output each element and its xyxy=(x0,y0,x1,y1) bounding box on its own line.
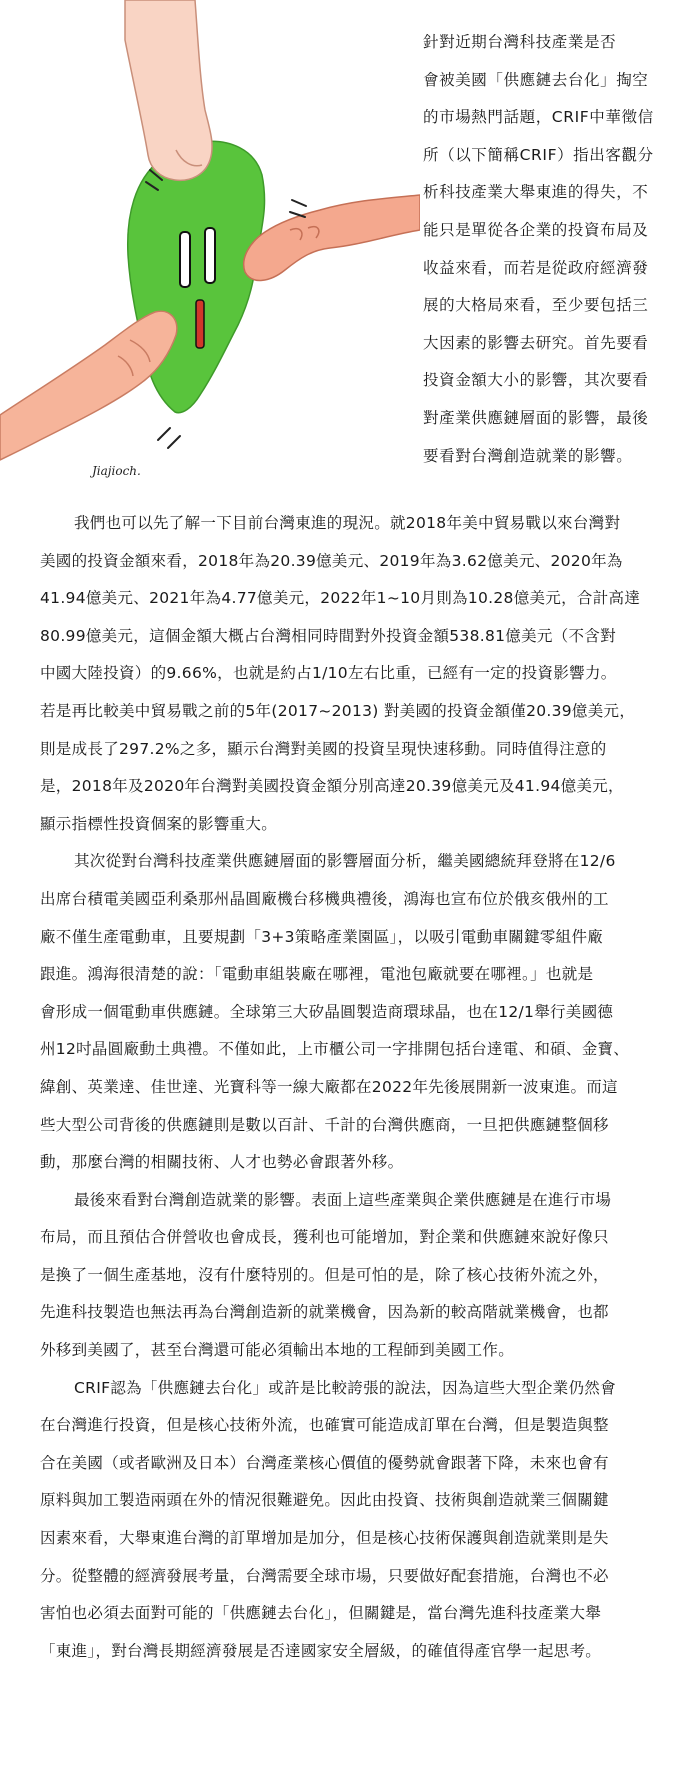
paragraph-line: 跟進。鴻海很清楚的說：「電動車組裝廠在哪裡，電池包廠就要在哪裡。」也就是 xyxy=(40,965,594,984)
taiwan-island-illustration xyxy=(0,0,420,495)
island-right-eye xyxy=(205,228,215,283)
article-paragraph xyxy=(40,1370,665,1671)
intro-line: 能只是單從各企業的投資布局及 xyxy=(423,220,649,239)
paragraph-line: 些大型公司背後的供應鏈則是數以百計、千計的台灣供應商，一旦把供應鏈整個移 xyxy=(40,1115,609,1134)
paragraph-line: 則是成長了297.2%之多，顯示台灣對美國的投資呈現快速移動。同時值得注意的 xyxy=(40,739,607,758)
paragraph-line: 分。從整體的經濟發展考量，台灣需要全球市場，只要做好配套措施，台灣也不必 xyxy=(40,1566,609,1585)
article-body xyxy=(40,505,665,1670)
paragraph-line: 是，2018年及2020年台灣對美國投資金額分別高達20.39億美元及41.94億美元， xyxy=(40,777,624,796)
paragraph-line: 布局，而且預估合併營收也會成長，獲利也可能增加，對企業和供應鏈來說好像只 xyxy=(40,1228,609,1247)
island-mouth xyxy=(196,300,204,348)
paragraph-line: 緯創、英業達、佳世達、光寶科等一線大廠都在2022年先後展開新一波東進。而這 xyxy=(40,1077,618,1096)
article-paragraph xyxy=(40,505,665,843)
paragraph-line: 州12吋晶圓廠動土典禮。不僅如此，上市櫃公司一字排開包括台達電、和碩、金寶、 xyxy=(40,1040,630,1059)
intro-line: 所（以下簡稱CRIF）指出客觀分 xyxy=(423,145,654,164)
paragraph-line: 原料與加工製造兩頭在外的情況很難避免。因此由投資、技術與創造就業三個關鍵 xyxy=(40,1491,609,1510)
intro-line: 投資金額大小的影響，其次要看 xyxy=(423,371,649,390)
article-paragraph xyxy=(40,843,665,1181)
intro-line: 對產業供應鏈層面的影響，最後 xyxy=(423,408,649,427)
paragraph-line: 我們也可以先了解一下目前台灣東進的現況。就2018年美中貿易戰以來台灣對 xyxy=(74,514,621,532)
paragraph-line: 是換了一個生產基地，沒有什麼特別的。但是可怕的是，除了核心技術外流之外， xyxy=(40,1265,609,1284)
paragraph-line: 出席台積電美國亞利桑那州晶圓廠機台移機典禮後，鴻海也宣布位於俄亥俄州的工 xyxy=(40,889,609,908)
paragraph-line: 在台灣進行投資，但是核心技術外流，也確實可能造成訂單在台灣，但是製造與整 xyxy=(40,1416,609,1435)
paragraph-line: 其次從對台灣科技產業供應鏈層面的影響層面分析，繼美國總統拜登將在12/6 xyxy=(74,852,616,871)
paragraph-line: 41.94億美元、2021年為4.77億美元，2022年1~10月則為10.28億美元，合計高達 xyxy=(40,589,641,608)
paragraph-line: 會形成一個電動車供應鏈。全球第三大矽晶圓製造商環球晶，也在12/1舉行美國德 xyxy=(40,1002,614,1021)
intro-line: 針對近期台灣科技產業是否 xyxy=(423,33,617,51)
paragraph-line: 80.99億美元，這個金額大概占台灣相同時間對外投資金額538.81億美元（不含對 xyxy=(40,626,616,645)
right-hand xyxy=(244,195,420,280)
paragraph-line: 最後來看對台灣創造就業的影響。表面上這些產業與企業供應鏈是在進行市場 xyxy=(74,1190,612,1209)
intro-text xyxy=(423,24,673,475)
island-left-eye xyxy=(180,232,190,287)
paragraph-line: 害怕也必須去面對可能的「供應鏈去台化」，但關鍵是，當台灣先進科技產業大舉 xyxy=(40,1604,602,1623)
intro-line: 展的大格局來看，至少要包括三 xyxy=(423,296,649,315)
intro-line: 會被美國「供應鏈去台化」掏空 xyxy=(423,70,649,89)
intro-line: 要看對台灣創造就業的影響。 xyxy=(423,446,633,465)
paragraph-line: 中國大陸投資）的9.66%，也就是約占1/10左右比重，已經有一定的投資影響力。 xyxy=(40,664,617,683)
paragraph-line: 先進科技製造也無法再為台灣創造新的就業機會，因為新的較高階就業機會，也都 xyxy=(40,1303,609,1322)
article-hero xyxy=(0,0,699,495)
artist-signature: Jiajioch. xyxy=(92,464,141,478)
paragraph-line: 動，那麼台灣的相關技術、人才也勢必會跟著外移。 xyxy=(40,1153,404,1172)
paragraph-line: 美國的投資金額來看，2018年為20.39億美元、2019年為3.62億美元、2020年為 xyxy=(40,551,623,570)
paragraph-line: 顯示指標性投資個案的影響重大。 xyxy=(40,814,278,833)
paragraph-line: 因素來看，大舉東進台灣的訂單增加是加分，但是核心技術保護與創造就業則是失 xyxy=(40,1529,609,1548)
paragraph-line: 若是再比較美中貿易戰之前的5年(2017~2013) 對美國的投資金額僅20.39億美元， xyxy=(40,701,636,720)
paragraph-line: 外移到美國了，甚至台灣還可能必須輸出本地的工程師到美國工作。 xyxy=(40,1341,515,1360)
paragraph-line: 「東進」，對台灣長期經濟發展是否達國家安全層級，的確值得產官學一起思考。 xyxy=(40,1641,602,1660)
article-paragraph xyxy=(40,1182,665,1370)
intro-line: 的市場熱門話題，CRIF中華徵信 xyxy=(423,108,654,127)
intro-line: 析科技產業大舉東進的得失，不 xyxy=(423,183,649,202)
top-hand xyxy=(125,0,212,180)
paragraph-line: CRIF認為「供應鏈去台化」或許是比較誇張的說法，因為這些大型企業仍然會 xyxy=(74,1378,616,1397)
paragraph-line: 廠不僅生產電動車，且要規劃「3+3策略產業園區」，以吸引電動車關鍵零組件廠 xyxy=(40,927,604,946)
intro-line: 收益來看，而若是從政府經濟發 xyxy=(423,258,649,277)
paragraph-line: 合在美國（或者歐洲及日本）台灣產業核心價值的優勢就會跟著下降，未來也會有 xyxy=(40,1453,609,1472)
intro-line: 大因素的影響去研究。首先要看 xyxy=(423,333,649,352)
bottom-hand xyxy=(0,311,177,460)
